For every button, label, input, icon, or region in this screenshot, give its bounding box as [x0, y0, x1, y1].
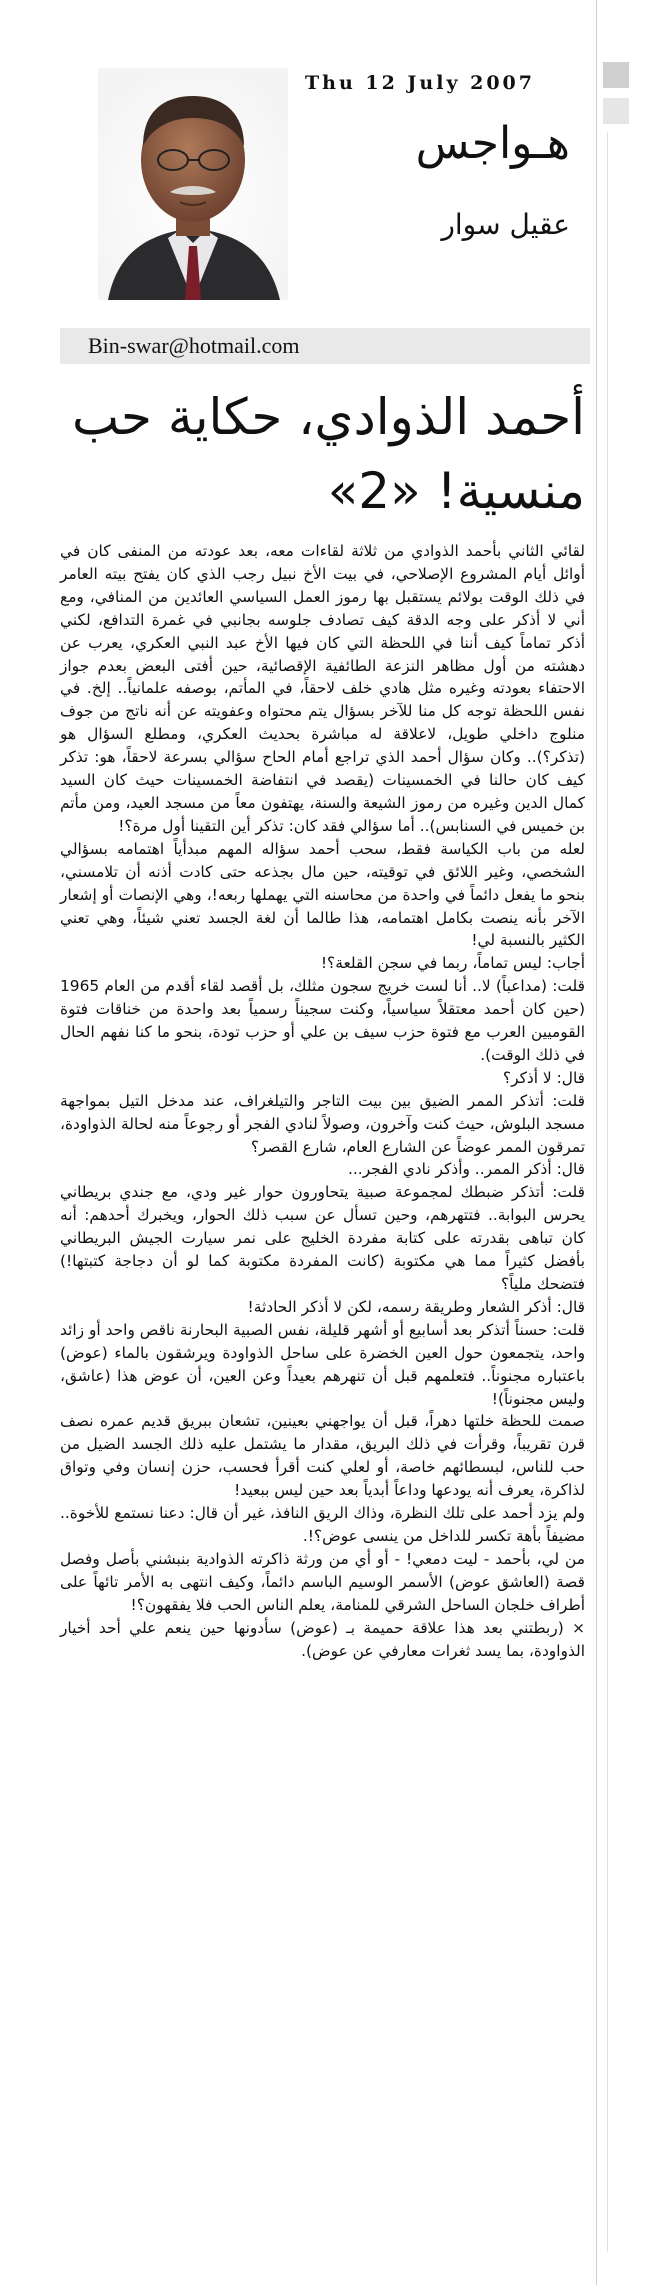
scroll-up-button[interactable] — [603, 62, 629, 88]
author-portrait-image — [98, 68, 288, 300]
author-photo — [98, 68, 288, 300]
paragraph: قال: أذكر الممر.. وأذكر نادي الفجر... — [348, 1160, 585, 1179]
paragraph: قلت: (مداعباً) لا.. أنا لست خريج سجون مثلك، بل أقصد لقاء أقدم من العام 1965 (حين كان أحمد معتقلاً سياسياً، وكنت سجيناً رسمياً بعد واحدة من خناقات فتوة القوميين العرب مع فتوة حزب سيف بن علي أو حزب تودة، بنحو ما كنا نفهم الحال في ذلك الوقت). — [60, 977, 585, 1064]
paragraph: لقائي الثاني بأحمد الذوادي من ثلاثة لقاءات معه، بعد عودته من المنفى كان في أوائل أيام المشروع الإصلاحي، في بيت الأخ نبيل رجب الذي كان يفتح بيته العامر في ذلك الوقت بولائم يستقبل بها رموز العمل السياسي العائدين من المنافي، ومع أني لا أذكر على وجه الدقة كيف تصادف جلوسه بجانبي في غمرة التدافع، لكني أذكر تماماً كيف أننا في اللحظة التي كان فيها الأخ عبد النبي العكري، يعرب عن دهشته من أول مظاهر النزعة الطائفية الإقصائية، حين أفتى البعض بعدم جواز الاحتفاء بعودته وغيره مثل هادي خلف لاحقاً، في المأتم، بوصفه علمانياً.. إلخ. في نفس اللحظة توجه كل منا للآخر بسؤال يتم محتواه وعفويته عن أنه ناتج من جوف منلوج داخلي طويل، لاعلاقة له مباشرة بحديث العكري، ومطلع السؤال هو (تذكر؟).. وكان سؤال أحمد الذي تراجع أمام الحاح سؤالي بسرعة لاحقاً، هو: تذكر كيف كان حالنا في الخمسينات (يقصد في انتفاضة الخمسينات حيث كان السيد كمال الدين وغيره من رموز الشيعة والسنة، يهتفون معاً من مسجد العيد، ومن مأتم بن خميس في السنابس).. أما سؤالي فقد كان: تذكر أين التقينا أول مرة؟! — [60, 542, 585, 835]
paragraph: ولم يزد أحمد على تلك النظرة، وذاك الريق النافذ، غير أن قال: دعنا نستمع للأخوة.. مضيفاً بأهة تكسر للداخل من ينسى عوض؟!. — [60, 1504, 585, 1545]
scrollbar[interactable] — [603, 62, 629, 2285]
scroll-thumb[interactable] — [603, 98, 629, 124]
paragraph: صمت للحظة خلتها دهراً، قبل أن يواجهني بعينين، تشعان ببريق قديم عمره نصف قرن تقريباً، وقرأت في ذلك البريق، مقدار ما يشتمل عليه ذلك الجسد الضيل من حب للناس، لبسطائهم خاصة، أو لعلي كنت أقرأ فحسب، حزن إنسان وفي وتواق لذاكرة، يعرف أنه يودعها وداعاً أبدياً بعد حين ليس ببعيد! — [60, 1412, 585, 1500]
paragraph: × (ربطتني بعد هذا علاقة حميمة بـ (عوض) سأدونها حين ينعم علي أحد أخيار الذواودة، بما يسد ثغرات معارفي عن عوض). — [60, 1618, 585, 1660]
paragraph: قلت: أتذكر ضبطك لمجموعة صبية يتحاورون حوار غير ودي، مع جندي بريطاني يحرس البوابة.. فتتهرهم، وحين تسأل عن سبب ذلك الحوار، ويخبرك أحدهم: أنه كان تباهى بقدرته على كتابة مفردة الخليج على نمر سيارت الجيش البريطاني بأفضل كثيراً مما هي مكتوبة (كانت المفردة مكتوبة كما لو أن دجاجة كتبتها!) فتضحك ملياً؟ — [60, 1183, 585, 1293]
paragraph: لعله من باب الكياسة فقط، سحب أحمد سؤاله المهم مبدأياً اهتمامه بسؤالي الشخصي، وغير اللائق في توقيته، حين مال بجذعه حتى كادت أذنه أن تلامسني، بنحو ما يفعل دائماً في واحدة من محاسنه التي يهملها ربعه!، وهي الإنصات أو إشعار الآخر بأنه ينصت بكامل اهتمامه، هذا طالما أن لغة الجسد تعني شيئاً، وهي تعني الكثير بالنسبة لي! — [60, 839, 585, 950]
paragraph: من لي، بأحمد - ليت دمعي! - أو أي من ورثة ذاكرته الذوادية بنبشني بأصل وفصل قصة (العاشق عوض) الأسمر الوسيم الباسم دائماً، وكيف انتهى به الأمر تائهاً على أطراف خلجان الساحل الشرقي للمنامة، يعلم الناس الحب فلا يفقهون؟! — [60, 1549, 585, 1614]
scroll-track[interactable] — [607, 132, 626, 2252]
author-name: عقيل سوار — [441, 208, 570, 241]
paragraph: قال: أذكر الشعار وطريقة رسمه، لكن لا أذكر الحادثة! — [247, 1297, 585, 1316]
article-body — [60, 540, 585, 1662]
paragraph: قلت: حسناً أتذكر بعد أسابيع أو أشهر قليلة، نفس الصبية البحارنة ناقص واحد أو زائد واحد، يتجمعون حول العين الخضرة على ساحل الذواودة ويرشقون بالماء (عوض) باعتباره مجنوناً.. فتعلمهم قبل أن تنهرهم بعيداً وعن العين، أن عوض هذا (عاشق، وليس مجنوناً)! — [60, 1320, 585, 1408]
publication-date: Thu 12 July 2007 — [305, 72, 535, 94]
article-headline: أحمد الذوادي، حكاية حب منسية! «2» — [71, 388, 585, 520]
column-title: هـواجس — [415, 118, 570, 169]
paragraph: قال: لا أذكر؟ — [502, 1068, 585, 1087]
author-email[interactable]: Bin-swar@hotmail.com — [88, 333, 300, 358]
paragraph: أجاب: ليس تماماً، ربما في سجن القلعة؟! — [320, 954, 585, 973]
paragraph: قلت: أتذكر الممر الضيق بين بيت التاجر والتيلغراف، عند مدخل التيل بمواجهة مسجد البلوش، حيث كنت وآخرون، وصولاً لنادي الفجر أو رجوعاً منه لحالة الذواودة، تمرقون الممر عوضاً عن الشارع العام، شارع القصر؟ — [60, 1091, 585, 1156]
